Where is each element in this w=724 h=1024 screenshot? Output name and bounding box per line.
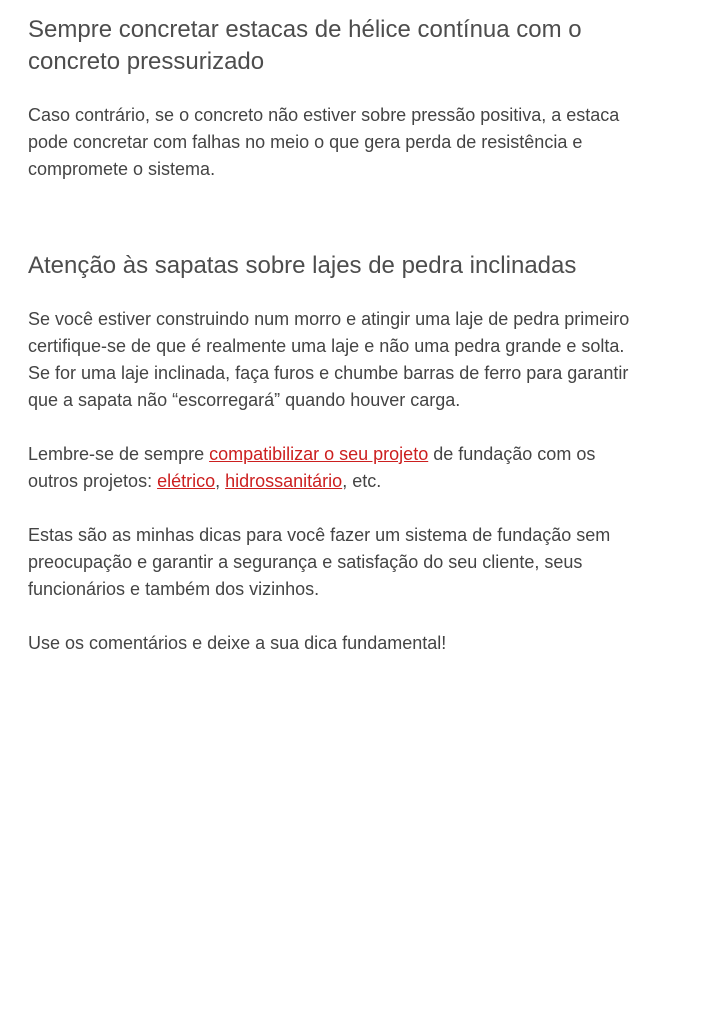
compat-text-middle: de fundação com os outros projetos:: [28, 444, 596, 491]
link-hidrossanitario[interactable]: hidrossanitário: [225, 471, 343, 491]
closing-paragraph: Estas são as minhas dicas para você fazer um sistema de fundação sem preocupação e garantir a segurança e satisfação do seu cliente, seus funcionários e também dos vizinhos.: [28, 525, 611, 599]
cta-paragraph: Use os comentários e deixe a sua dica fundamental!: [28, 633, 447, 653]
section-paragraph-sapatas: Se você estiver construindo num morro e atingir uma laje de pedra primeiro certifique-se de que é realmente uma laje e não uma pedra grande e solta. Se for uma laje inclinada, faça furos e chumbe barras de ferro para garantir que a sapata não “escorregará” quando houver carga.: [28, 309, 630, 410]
compat-text-after: , etc.: [342, 471, 382, 491]
section-heading-hlice: Sempre concretar estacas de hélice contínua com o concreto pressurizado: [28, 16, 582, 75]
compat-text-before: Lembre-se de sempre: [28, 444, 210, 464]
compat-separator: ,: [215, 471, 226, 491]
compatibility-paragraph: [28, 441, 640, 495]
section-heading-sapatas: Atenção às sapatas sobre lajes de pedra inclinadas: [28, 252, 577, 279]
link-compatibilizar[interactable]: compatibilizar o seu projeto: [209, 444, 429, 464]
link-eletrico[interactable]: elétrico: [157, 471, 216, 491]
section-paragraph-hlice: Caso contrário, se o concreto não estiver sobre pressão positiva, a estaca pode concretar com falhas no meio o que gera perda de resistência e compromete o sistema.: [28, 105, 620, 179]
